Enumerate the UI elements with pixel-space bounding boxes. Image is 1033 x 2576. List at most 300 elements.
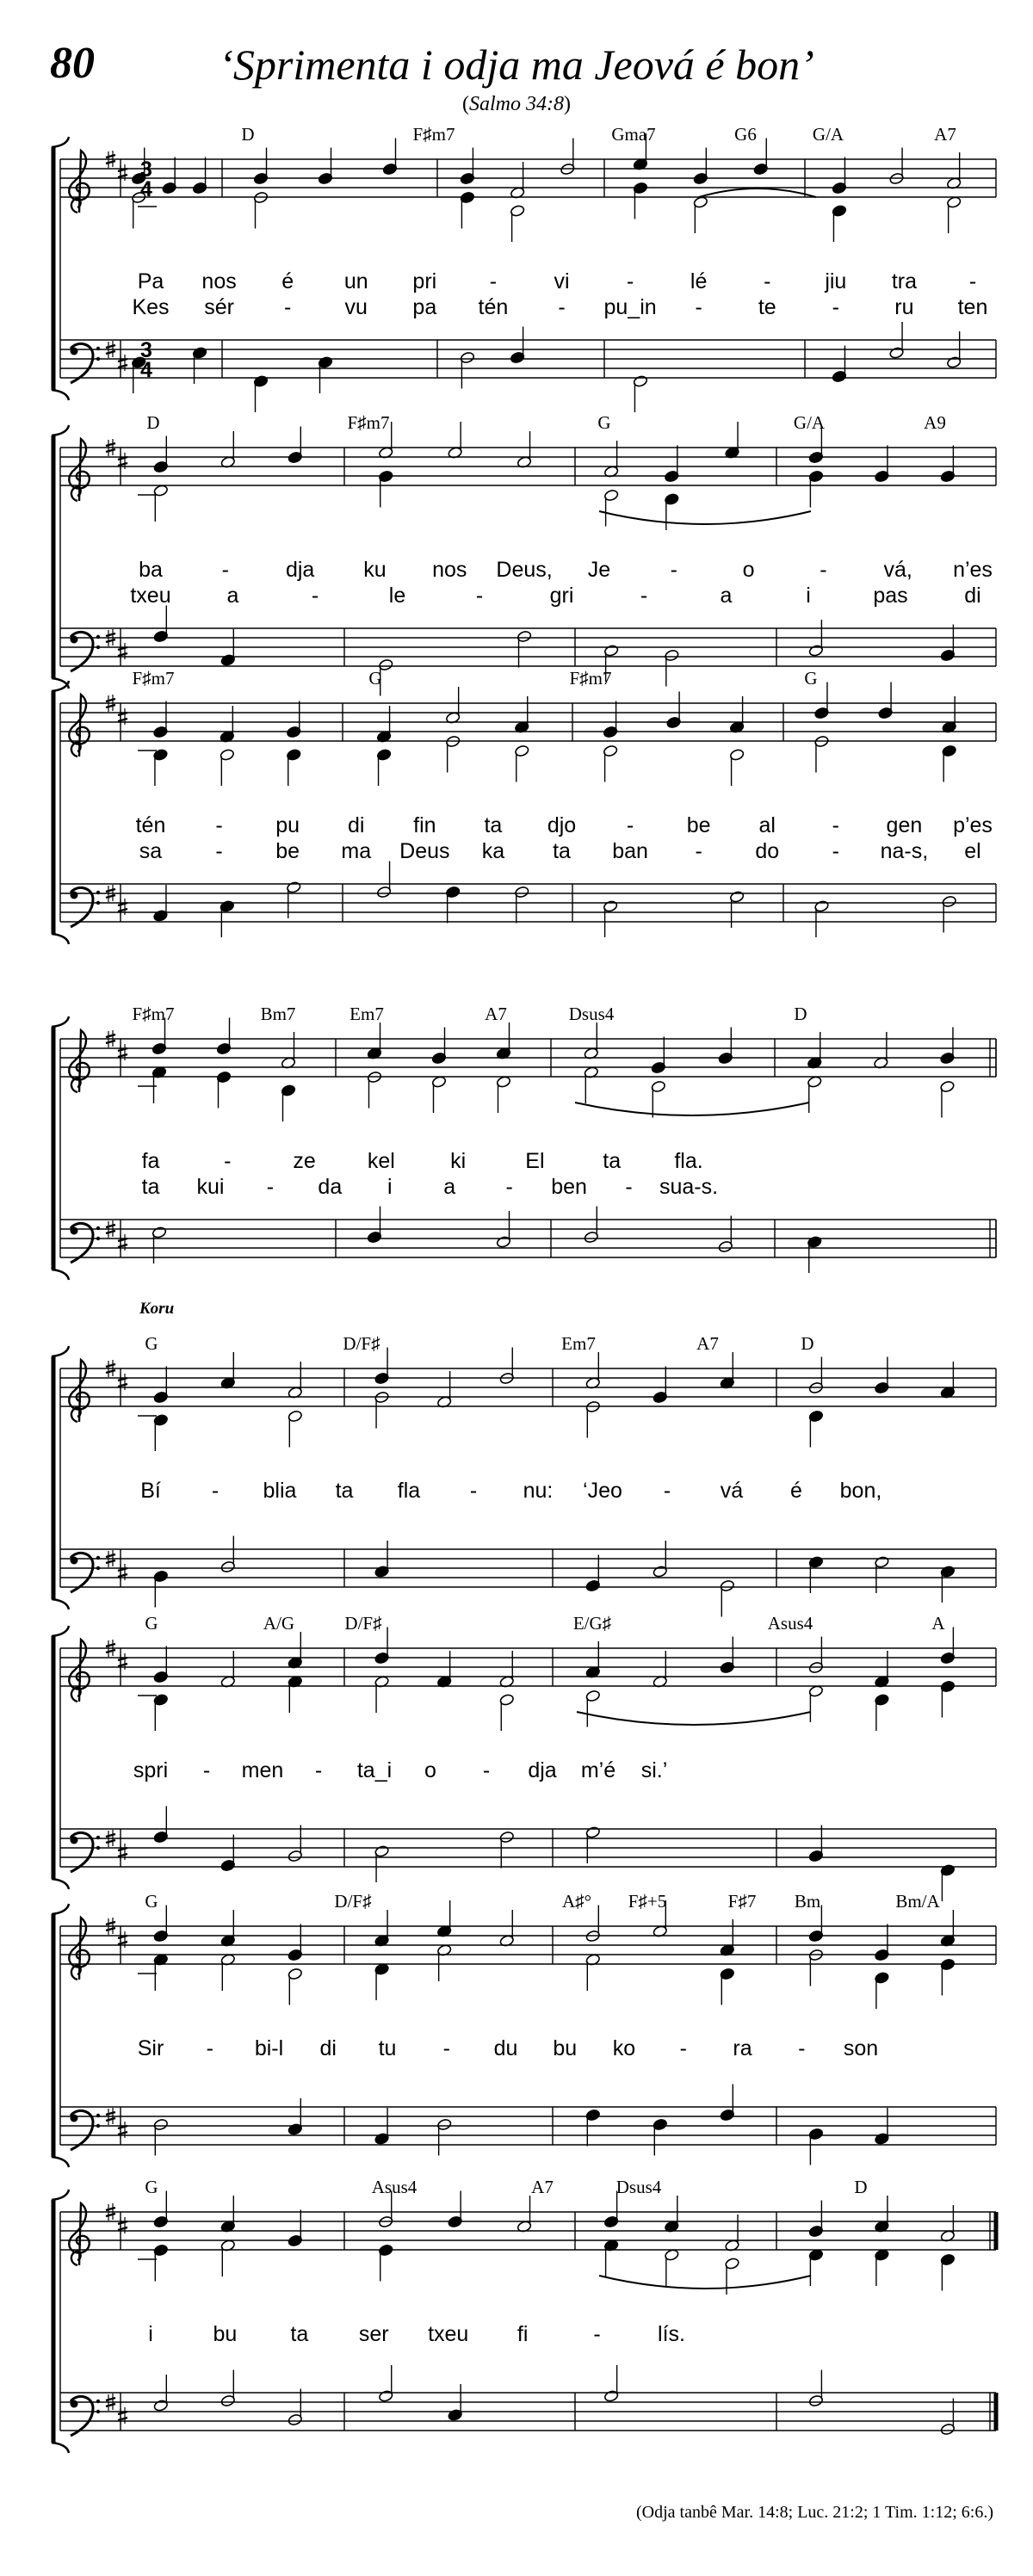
- note-head: [832, 205, 847, 242]
- chord-symbol: D: [241, 124, 255, 145]
- chord-symbol: Dsus4: [615, 2177, 662, 2197]
- lyric-syllable: -: [593, 2322, 601, 2346]
- lyric-syllable: ta: [141, 1175, 160, 1199]
- note-head: [807, 1032, 822, 1069]
- lyric-syllable: sa: [139, 839, 163, 863]
- chord-symbol: A: [931, 1613, 945, 1634]
- sharp-icon: [118, 2217, 127, 2234]
- lyric-syllable: o: [424, 1758, 436, 1782]
- bass-clef-dot: [71, 2115, 78, 2122]
- note-head: [436, 1371, 452, 1408]
- chord-symbol: G: [145, 1891, 158, 1912]
- lyric-syllable: vá: [720, 1479, 744, 1503]
- lyric-syllable: ba: [139, 558, 163, 582]
- note-head: [514, 744, 529, 781]
- note-head: [664, 493, 679, 530]
- note-head: [499, 1348, 515, 1385]
- lyric-syllable: lé: [690, 269, 708, 293]
- lyric-syllable: men: [241, 1758, 284, 1782]
- note-head: [253, 148, 269, 185]
- note-head: [499, 1694, 515, 1731]
- note-head: [496, 1076, 511, 1113]
- lyric-syllable: bu: [213, 2322, 238, 2346]
- lyric-syllable: -: [475, 584, 484, 608]
- note-head: [720, 1637, 735, 1674]
- lyric-syllable: ta: [335, 1479, 354, 1503]
- note-head: [288, 1362, 303, 1399]
- note-head: [807, 1076, 822, 1113]
- note-head: [940, 446, 956, 483]
- lyric-syllable: vu: [344, 295, 368, 319]
- note-head: [940, 1362, 956, 1399]
- sharp-icon: [118, 1844, 127, 1861]
- lyric-syllable: tu: [378, 2036, 397, 2060]
- tie: [599, 2276, 811, 2289]
- lyric-syllable: fa: [141, 1149, 160, 1173]
- note-head: [808, 2249, 824, 2286]
- chord-symbol: Asus4: [767, 1613, 813, 1634]
- music-system: [52, 133, 996, 412]
- lyric-syllable: o: [742, 558, 755, 582]
- chord-symbol: E/G♯: [572, 1613, 612, 1634]
- lyric-syllable: ki: [450, 1149, 467, 1173]
- note-head: [376, 706, 392, 743]
- chord-symbol: Bm: [794, 1891, 821, 1912]
- lyric-syllable: do: [755, 839, 780, 863]
- chord-symbol: Dsus4: [568, 1004, 615, 1024]
- chord-symbol: Em7: [561, 1333, 596, 1354]
- note-head: [499, 1651, 515, 1688]
- lyric-syllable: tén: [135, 813, 166, 837]
- note-head: [288, 1410, 303, 1447]
- lyric-syllable: fla.: [674, 1149, 703, 1173]
- bracket-hook: [52, 2443, 69, 2453]
- lyric-syllable: di: [964, 584, 981, 608]
- chord-symbol: D/F♯: [343, 1333, 380, 1354]
- note-head: [153, 1954, 169, 1991]
- note-head: [436, 1651, 452, 1688]
- chord-symbol: G/A: [793, 412, 826, 433]
- lyric-syllable: -: [695, 295, 702, 319]
- lyric-syllable: nos: [201, 269, 237, 293]
- note-head: [220, 1910, 236, 1947]
- note-head: [584, 1022, 599, 1059]
- lyric-syllable: -: [211, 1479, 220, 1503]
- note-head: [693, 196, 708, 233]
- note-head: [940, 1080, 956, 1117]
- note-head: [940, 1864, 956, 1901]
- bass-clef-dot: [71, 1557, 78, 1565]
- note-head: [220, 900, 235, 937]
- note-head: [664, 2196, 679, 2233]
- treble-staff: [60, 1926, 996, 1964]
- note-head: [281, 1084, 296, 1121]
- treble-clef-icon: [69, 1918, 90, 1980]
- chord-symbol: G6: [734, 124, 757, 145]
- lyric-syllable: i: [806, 584, 811, 608]
- chord-symbol: Gma7: [611, 124, 656, 145]
- chord-symbol: G: [145, 1613, 158, 1634]
- bracket-hook: [52, 934, 69, 944]
- chord-symbol: D/F♯: [334, 1891, 372, 1912]
- treble-staff: [60, 1039, 996, 1077]
- note-head: [318, 356, 333, 393]
- note-head: [448, 422, 463, 459]
- lyric-syllable: -: [469, 1479, 478, 1503]
- note-head: [664, 446, 679, 483]
- note-head: [374, 1541, 390, 1578]
- bracket-hook: [52, 1904, 69, 1914]
- note-head: [653, 1651, 668, 1688]
- bracket-hook: [52, 1599, 69, 1609]
- lyric-syllable: -: [482, 1758, 491, 1782]
- lyric-syllable: bon,: [839, 1479, 882, 1503]
- bass-clef-dot: [71, 2400, 78, 2408]
- tie: [575, 1103, 809, 1115]
- note-head: [288, 1676, 303, 1713]
- note-head: [940, 2205, 956, 2242]
- lyric-syllable: ze: [293, 1149, 316, 1173]
- bass-staff: [60, 1829, 996, 1867]
- lyric-syllable: a: [720, 584, 733, 608]
- lyric-syllable: Bí: [140, 1479, 161, 1503]
- lyric-syllable: -: [202, 1758, 211, 1782]
- lyric-syllable: i: [148, 2322, 153, 2346]
- note-head: [664, 2249, 679, 2286]
- note-head: [216, 1018, 232, 1055]
- time-signature-top: 3: [140, 158, 152, 182]
- bracket-hook: [52, 1346, 69, 1356]
- note-head: [220, 2239, 236, 2276]
- note-head: [510, 162, 525, 199]
- note-head: [946, 331, 962, 368]
- note-head: [153, 436, 169, 473]
- lyric-syllable: -: [820, 558, 827, 582]
- lyric-syllable: ‘Jeo: [583, 1479, 622, 1503]
- treble-clef-icon: [69, 1640, 90, 1702]
- treble-clef-icon: [69, 1030, 90, 1092]
- lyric-syllable: i: [387, 1175, 393, 1199]
- lyric-syllable: dja: [528, 1758, 557, 1782]
- note-head: [220, 2196, 236, 2233]
- note-head: [431, 1076, 447, 1113]
- lyric-syllable: Deus: [399, 839, 450, 863]
- lyric-syllable: pas: [873, 584, 908, 608]
- sharp-icon: [118, 2407, 127, 2425]
- note-head: [808, 620, 824, 657]
- lyric-syllable: ben: [551, 1175, 587, 1199]
- lyric-syllable: le: [388, 584, 406, 608]
- note-head: [153, 1570, 169, 1607]
- note-head: [374, 1910, 390, 1947]
- lyric-syllable: be: [686, 813, 711, 837]
- note-head: [889, 322, 905, 359]
- sharp-icon: [118, 1564, 127, 1581]
- note-head: [725, 2215, 740, 2252]
- chord-symbol: D: [794, 1004, 807, 1024]
- lyric-syllable: kel: [367, 1149, 395, 1173]
- note-head: [288, 1632, 303, 1669]
- chord-symbol: F♯m7: [569, 668, 612, 689]
- note-head: [875, 2108, 890, 2145]
- treble-clef-icon: [69, 695, 90, 757]
- chord-symbol: Asus4: [371, 2177, 418, 2197]
- lyric-syllable: -: [663, 1479, 671, 1503]
- note-head: [729, 696, 745, 733]
- chord-symbol: D: [801, 1333, 814, 1354]
- bass-staff: [60, 340, 996, 378]
- note-head: [153, 1694, 169, 1731]
- note-head: [720, 1579, 735, 1616]
- bass-clef-dot: [71, 1837, 78, 1844]
- note-head: [603, 441, 619, 478]
- chord-symbol: G: [804, 668, 818, 689]
- lyric-syllable: -: [489, 269, 498, 293]
- lyric-syllable: pri: [412, 269, 437, 293]
- time-signature-bottom: 4: [140, 358, 152, 382]
- note-head: [603, 2239, 619, 2276]
- sharp-icon: [118, 2122, 127, 2139]
- chord-symbol: Bm7: [260, 1004, 296, 1024]
- sharp-icon: [118, 164, 127, 182]
- chord-symbol: F♯7: [727, 1891, 757, 1912]
- bass-staff: [60, 1220, 996, 1257]
- note-head: [378, 2365, 393, 2402]
- note-head: [516, 630, 532, 667]
- lyric-syllable: -: [284, 295, 292, 319]
- lyric-syllable: El: [525, 1149, 545, 1173]
- music-system: [52, 1900, 996, 2167]
- note-head: [376, 749, 392, 786]
- note-head: [808, 1637, 824, 1674]
- lyric-syllable: gen: [886, 813, 923, 837]
- note-head: [875, 1924, 890, 1961]
- sharp-icon: [118, 643, 127, 660]
- note-head: [651, 1037, 666, 1074]
- note-head: [875, 1694, 890, 1731]
- note-head: [220, 431, 236, 468]
- sharp-icon: [118, 899, 127, 916]
- note-head: [448, 2384, 463, 2421]
- note-head: [374, 1676, 390, 1713]
- note-head: [946, 196, 962, 233]
- note-head: [436, 1900, 452, 1937]
- lyric-syllable: di: [348, 813, 365, 837]
- lyric-syllable: fi: [516, 2322, 529, 2346]
- lyric-syllable: -: [215, 839, 223, 863]
- tie: [599, 511, 811, 524]
- bracket-hook: [52, 137, 69, 147]
- lyric-syllable: vi: [554, 269, 570, 293]
- note-head: [318, 148, 333, 185]
- note-head: [729, 749, 745, 786]
- lyric-syllable: vá,: [883, 558, 912, 582]
- note-head: [875, 1651, 890, 1688]
- note-head: [516, 2196, 532, 2233]
- note-head: [374, 2108, 390, 2145]
- treble-staff: [60, 448, 996, 485]
- lyric-syllable: a: [226, 584, 239, 608]
- lyric-syllable: -: [215, 813, 223, 837]
- note-head: [585, 1954, 601, 1991]
- note-head: [808, 1410, 824, 1447]
- note-head: [875, 446, 890, 483]
- note-head: [253, 375, 269, 412]
- chord-symbol: F♯+5: [628, 1891, 667, 1912]
- sharp-icon: [118, 453, 127, 470]
- note-head: [808, 1357, 824, 1394]
- lyric-syllable: -: [558, 295, 566, 319]
- bracket-hook: [52, 425, 69, 436]
- chord-symbol: G: [597, 412, 611, 433]
- lyric-syllable: ta_i: [356, 1758, 393, 1782]
- chord-symbol: D: [146, 412, 160, 433]
- lyric-syllable: tén: [478, 295, 509, 319]
- note-head: [288, 2098, 303, 2135]
- note-head: [725, 2258, 740, 2295]
- lyric-syllable: jiu: [825, 269, 847, 293]
- lyric-syllable: fin: [413, 813, 436, 837]
- note-head: [448, 2191, 463, 2228]
- note-head: [875, 1357, 890, 1394]
- lyric-syllable: -: [695, 839, 702, 863]
- note-head: [288, 427, 303, 464]
- note-head: [153, 1367, 169, 1404]
- lyric-syllable: -: [626, 813, 634, 837]
- lyric-syllable: -: [798, 2036, 806, 2060]
- lyric-syllable: é: [790, 1479, 802, 1503]
- note-head: [220, 749, 235, 786]
- note-head: [514, 886, 529, 923]
- lyric-syllable: na-s,: [880, 839, 929, 863]
- scripture-reference: (Salmo 34:8): [462, 93, 571, 115]
- lyric-syllable: nos: [432, 558, 467, 582]
- note-head: [666, 692, 682, 729]
- note-head: [942, 744, 957, 781]
- note-head: [720, 1352, 735, 1389]
- bracket-hook: [52, 1016, 69, 1027]
- bracket-hook: [52, 2157, 69, 2167]
- note-head: [436, 1944, 452, 1981]
- note-head: [496, 1022, 511, 1059]
- note-head: [460, 351, 475, 388]
- lyric-syllable: -: [505, 1175, 513, 1199]
- note-head: [718, 1028, 733, 1065]
- lyric-syllable: ra: [733, 2036, 752, 2060]
- footer-references: (Odja tanbê Mar. 14:8; Luc. 21:2; 1 Tim. 1:12; 6:6.): [636, 2503, 993, 2522]
- lyric-syllable: di: [319, 2036, 337, 2060]
- lyric-syllable: son: [843, 2036, 879, 2060]
- lyric-syllable: ta: [553, 839, 571, 863]
- lyric-syllable: txeu: [428, 2322, 469, 2346]
- note-head: [653, 2118, 668, 2155]
- bass-clef-dot: [71, 892, 78, 899]
- note-head: [153, 1646, 169, 1683]
- note-head: [946, 152, 962, 189]
- note-head: [445, 687, 461, 724]
- sharp-icon: [118, 708, 127, 726]
- lyric-syllable: al: [758, 813, 776, 837]
- lyric-syllable: ru: [894, 295, 914, 319]
- note-head: [585, 2109, 601, 2146]
- lyric-syllable: un: [343, 269, 368, 293]
- lyric-syllable: nu:: [523, 1479, 554, 1503]
- treble-staff: [60, 1368, 996, 1406]
- note-head: [153, 1414, 169, 1451]
- note-head: [288, 2210, 303, 2247]
- lyric-syllable: -: [442, 2036, 450, 2060]
- lyric-syllable: Sir: [137, 2036, 164, 2060]
- lyric-syllable: p’es: [953, 813, 993, 837]
- lyric-syllable: ten: [957, 295, 988, 319]
- note-head: [585, 1641, 601, 1678]
- bracket-hook: [52, 2190, 69, 2200]
- tie: [699, 188, 816, 197]
- chord-symbol: F♯m7: [132, 1004, 175, 1024]
- section-label-koru: Koru: [139, 1300, 175, 1318]
- treble-clef-icon: [69, 439, 90, 501]
- note-head: [153, 885, 169, 922]
- note-head: [220, 1651, 236, 1688]
- lyric-syllable: ko: [612, 2036, 636, 2060]
- note-head: [878, 683, 894, 720]
- note-head: [653, 1541, 668, 1578]
- chord-symbol: A7: [531, 2177, 554, 2197]
- lyric-syllable: spri: [133, 1758, 169, 1782]
- lyric-syllable: -: [679, 2036, 687, 2060]
- lyric-syllable: -: [670, 558, 677, 582]
- lyric-syllable: -: [640, 584, 648, 608]
- sharp-icon: [118, 1044, 127, 1061]
- lyric-syllable: da: [318, 1175, 343, 1199]
- note-head: [942, 895, 957, 932]
- treble-clef-icon: [69, 151, 90, 213]
- note-head: [514, 696, 529, 733]
- lyric-syllable: sua-s.: [659, 1175, 719, 1199]
- lyric-syllable: fla: [397, 1479, 421, 1503]
- lyric-syllable: ku: [363, 558, 387, 582]
- music-system: [52, 1016, 996, 1280]
- note-head: [382, 139, 398, 176]
- note-head: [560, 139, 575, 176]
- chord-symbol: G: [145, 1333, 158, 1354]
- note-head: [603, 701, 618, 738]
- note-head: [720, 1919, 735, 1956]
- note-head: [889, 148, 905, 185]
- lyric-syllable: ma: [341, 839, 372, 863]
- note-head: [875, 1972, 890, 2009]
- music-system: [52, 681, 996, 944]
- chord-symbol: A7: [485, 1004, 507, 1024]
- note-head: [940, 2253, 956, 2290]
- chord-symbol: F♯m7: [347, 412, 390, 433]
- treble-staff: [60, 1648, 996, 1686]
- note-head: [460, 148, 475, 185]
- note-head: [153, 2375, 169, 2412]
- note-head: [153, 2118, 169, 2155]
- lyric-syllable: si.’: [640, 1758, 668, 1782]
- note-head: [585, 1352, 601, 1389]
- lyric-syllable: tra: [891, 269, 918, 293]
- note-head: [445, 886, 461, 923]
- bracket-hook: [52, 1269, 69, 1280]
- lyric-syllable: ka: [481, 839, 505, 863]
- sharp-icon: [118, 1374, 127, 1391]
- note-head: [940, 1028, 956, 1065]
- note-head: [725, 422, 740, 459]
- note-head: [374, 1845, 390, 1882]
- note-head: [940, 1910, 956, 1947]
